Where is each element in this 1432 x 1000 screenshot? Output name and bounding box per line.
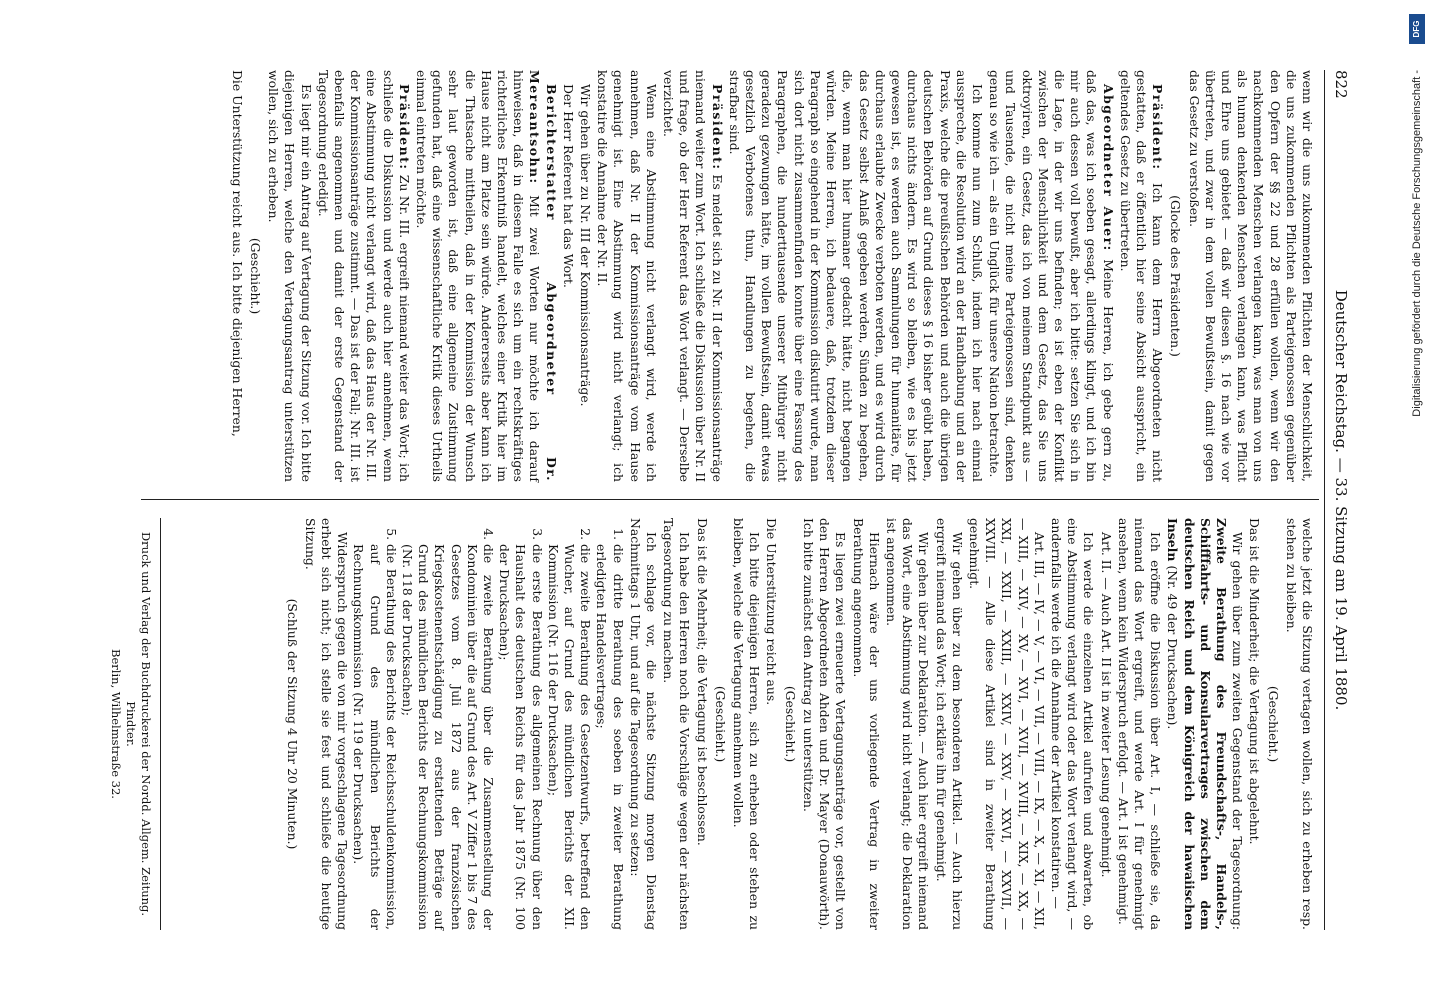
speech-text: Es meldet sich zu Nr. II der Kommissionsanträge niemand weiter zum Wort. Ich schließe die Diskussion über Nr. II und frage, ob der Herr Referent das Wort verlangt. — Derselbe verzichtet. — [661, 70, 725, 482]
speaker-name: Präsident: — [1150, 84, 1166, 171]
stage-direction: (Geschieht.) — [248, 237, 263, 315]
paragraph: Wenn eine Abstimmung nicht verlangt wird, werde ich annehmen, daß Nr. II der Kommissionsanträge vom Hause genehmigt ist. Eine Abstimmung wird nicht verlangt; ich konstatire die Annahme der Nr. II. — [595, 70, 659, 482]
speech-text: Ich kann dem Herrn Abgeordneten nicht gestatten, daß er öffentlich hier seine Absicht ausspricht, ein geltendes Gesetz zu übertreten. — [1117, 70, 1166, 482]
agenda-item-heading — [1164, 518, 1245, 930]
agenda-list-item: 4. die zweite Berathung über die Zusammenstellung der Kondominien über die auf Grund des Art. V Ziffer 1 bis 7 des Gesetzes vom 8. Juli 1872 aus der französischen Kriegskostenentschädigung zu erstattenden Beträge auf Grund des mündlichen Berichts der Rechnungskommission (Nr. 118 der Drucksachen); — [399, 544, 496, 930]
paragraph: Das ist die Mehrheit; die Vertagung ist beschlossen. — [694, 518, 710, 846]
speaker-name: Berichterstatter Abgeordneter Dr. Mereantsohn: — [527, 70, 559, 482]
paragraph: Ich habe den Herren noch die Vorschläge wegen der nächsten Tagesordnung zu machen. — [661, 518, 693, 930]
paragraph: Wir gehen über zu dem besonderen Artikel. — Auch hierzu ergreift niemand das Wort; ich erkläre ihn für genehmigt. — [933, 518, 965, 930]
dfg-logo — [1409, 14, 1425, 44]
printer-imprint — [108, 518, 153, 930]
speech — [1117, 70, 1166, 482]
speech-text: Zu Nr. III. ergreift niemand weiter das Wort; ich schließe die Diskussion und werde auch hier annehmen, wenn eine Abstimmung nicht verlangt wird, daß das Haus der Nr. III. der Kommissionsanträge zustimmt. — Das ist der Fall; Nr. III. ist ebenfalls angenommen und damit der erste Gegenstand der Tagesordnung erledigt. — [315, 70, 412, 482]
paragraph: Es liegen zwei erneuerte Vertagungsanträge vor, gestellt von den Herren Abgeordneten Ahden und Dr. Mayer (Donauwörth). Ich bitte zunächst den Antrag zu unterstützen. — [800, 518, 849, 930]
page-title: Deutscher Reichstag. — 33. Sitzung am 19. April 1880. — [1332, 289, 1350, 711]
stage-direction: (Glocke des Präsidenten.) — [1168, 195, 1184, 357]
document-page — [51, 30, 1381, 970]
speaker-name: Präsident: — [396, 84, 412, 171]
page-number: 822 — [1332, 70, 1350, 99]
paragraph: Das ist die Minderheit; die Vertagung ist abgelehnt. — [1247, 518, 1263, 845]
speaker-name: Abgeordneter Auer: — [1100, 84, 1116, 252]
paragraph: Ich komme nun zum Schluß, indem ich hier nach einmal ausspreche, die Resolution wird an der Handhabung und an der Praxis, welche die preußischen Behörden und auch die übrigen deutschen Behörden auf Grund dieses § 16 bisher geübt haben, durchaus nichts ändern. Es wird so bleiben, wie es bis jetzt gewesen ist, es werden auch Sammlungen für humanitäre, für durchaus erlaubte Zwecke verboten werden, und es wird durch das Gesetz selbst Anlaß gegeben werden, Sünden zu begehen, die, wenn man hier humaner gedacht hätte, nicht begangen würden. Meine Herren, ich bedauere, daß, trotzdem dieser Paragraph so eingehend in der Kommission diskutirt wurde, man sich dort nicht zusammenfinden konnte über eine Fassung des Paragraphen, die hunderttausende unserer Mitbürger nicht geradezu gezwungen hätte, im vollen Bewußtsein, damit etwas gesetzlich Verbotenes thun, Handlungen zu begehen, die strafbar sind. — [726, 70, 985, 482]
stage-direction: (Geschieht.) — [712, 685, 728, 763]
watermark-text: Digitalisierung gefördert durch die Deutsche Forschungsgemeinschaft - — [1411, 70, 1423, 417]
paragraph: Art. II. — Auch Art. II ist in zweiter Lesung genehmigt. — [1098, 532, 1114, 878]
paragraph: wenn wir die uns zukommenden Pflichten der Menschlichkeit, die uns zukommenden Pflichten als Parteigenossen gegenüber den Opfern der §§ 22 und 28 erfüllen wollen, wenn wir den nachkommenden Menschen verlangen kann, was man von uns als human denkenden Menschen verlangen kann, was Pflicht und Ehre uns gebietet — daß wir diesen §. 16 nach wie vor übertreten, und zwar in dem vollen Bewußtsein, damit gegen das Gesetz zu verstoßen. — [1186, 70, 1315, 482]
agenda-list-item: 5. die Berathung des Berichts der Reichsschuldenkommission, auf Grund des mündlichen Berichts der Rechnungskommission (Nr. 119 der Drucksachen). — [350, 544, 399, 930]
page-header — [1324, 70, 1351, 930]
right-column — [281, 518, 1315, 930]
paragraph: Wir gehen über zur Deklaration. — Auch hier ergreift niemand das Wort, eine Abstimmung wird nicht verlangt; die Deklaration ist angenommen. — [883, 518, 932, 930]
dfg-logo-text: DFG — [1412, 20, 1421, 38]
speech — [315, 70, 412, 482]
stage-direction: (Geschieht.) — [782, 685, 798, 763]
left-column — [228, 70, 1315, 482]
closing-note: (Schluß der Sitzung 4 Uhr 20 Minuten.) — [284, 598, 300, 850]
paragraph: Die Unterstützung reicht aus. Ich bitte diejenigen Herren, — [229, 70, 245, 437]
speech-text: Meine Herren, ich gebe gern zu, daß das, was ich soeben gesagt, allerdings klingt, und ich bin mir auch dessen voll bewußt, aber ich bitte: setzen Sie sich in die Lage, in der wir uns befinden; es ist eben der Konflikt zwischen der Menschlichkeit und dem Gesetz, das Sie uns oktroyiren, ein Gesetz, das ich von meinem Standpunkt aus — und Tausende, die nicht meine Parteigenossen sind, denken genau so wie ich — als ein Unglück für unsere Nation betrachte. — [987, 70, 1116, 482]
speech — [986, 70, 1116, 482]
paragraph: Hiernach wäre der uns vorliegende Vertrag in zweiter Berathung angenommen. — [850, 518, 882, 930]
speaker-name: Präsident: — [709, 84, 725, 171]
paragraph: Widerspruch gegen die von mir vorgeschlagene Tagesordnung erhebt sich nicht; ich stelle sie fest und schließe die heutige Sitzung. — [302, 518, 351, 930]
treaty-reference: (Nr. 49 der Drucksachen). — [1165, 565, 1181, 730]
agenda-list-item: 2. die zweite Berathung des Gesetzentwurfs, betreffend den Wucher, auf Grund des mündlichen Berichts der XII. Kommission (Nr. 116 der Drucksachen); — [545, 544, 594, 930]
column-divider — [141, 499, 1319, 500]
paragraph: Art. III, — IV, — V, — VI, — VII, — VIII, — IX, — X, — XI, — XII, — XIII, — XIV, — XV, — XVI, — XVII, — XVIII, — XIX, — XX, — XXI, — XXII, — XXIII, — XXIV, — XXV, — XXVI, — XXVII, — XXVIII. — Alle diese Artikel sind in zweiter Berathung genehmigt. — [966, 518, 1047, 930]
paragraph: Ich schlage vor, die nächste Sitzung morgen Dienstag Nachmittags 1 Uhr, und auf die Tagesordnung zu setzen: — [627, 518, 660, 930]
paragraph: Der Herr Referent hat das Wort. — [560, 84, 576, 288]
agenda-intro: Wir gehen über zum zweiten Gegenstand der Tagesordnung: — [1230, 532, 1246, 930]
paragraph: Es liegt mir ein Antrag auf Vertagung der Sitzung vor. Ich bitte diejenigen Herren, welche den Vertagungsantrag unterstützen wollen, sich zu erheben. — [266, 70, 314, 482]
paragraph: Ich eröffne die Diskussion über Art. I, — schließe sie, da niemand das Wort ergreift, und werde Art. I für genehmigt ansehen, wenn kein Widerspruch erfolgt. — Art. I ist genehmigt. — [1115, 518, 1164, 930]
agenda-list-item: 3. die erste Berathung des allgemeinen Rechnung über den Haushalt des deutschen Reichs für das Jahr 1875 (Nr. 100 der Drucksachen); — [496, 544, 545, 930]
paragraph: Ich werde die einzelnen Artikel aufrufen und abwarten, ob eine Abstimmung verlangt wird oder das Wort verlangt wird, — andernfalls werde ich die Annahme der Artikel konstatiren. — — [1048, 518, 1097, 930]
speech — [413, 70, 559, 482]
paragraph: Ich bitte diejenigen Herren, sich zu erheben oder stehen zu bleiben, welche die Vertagung annehmen wollen. — [731, 518, 763, 930]
treaty-title: Zweite Berathung des Freundschafts-, Handels-, Schifffahrts- und Konsularvertrages zwischen dem deutschen Reich und dem Königreich der hawaiischen Inseln — [1165, 518, 1229, 930]
speech-text: Mit zwei Worten nur möchte ich darauf hinweisen, daß in diesem Falle es sich um ein rechtskräftiges richterliches Erkenntniß handelt, welches einer Kritik hier im Hause nicht am Platze sein würde. Andererseits aber kann ich die Thatsache mittheilen, daß in der Kommission der Wunsch sehr laut geworden ist, daß eine allgemeine Zustimmung gefunden hat, daß eine wissenschaftliche Kritik dieses Urtheils einmal eintreten möchte. — [414, 70, 543, 482]
stage-direction: (Geschieht.) — [1265, 685, 1281, 763]
speech — [660, 70, 725, 482]
paragraph: Wir gehen über zu Nr. III der Kommissionsanträge. — [578, 84, 594, 407]
agenda-list-item: 1. die dritte Berathung des soeben in zweiter Berathung erledigten Handelsvertrages; — [593, 544, 625, 930]
imprint-line: Berlin, Wilhelmstraße 32. — [109, 649, 123, 799]
imprint-line: Druck und Verlag der Buchdruckerei der Nordd. Allgem. Zeitung. Pindter. — [124, 531, 153, 917]
paragraph: Die Unterstützung reicht aus. — [764, 518, 780, 706]
dfg-watermark — [1408, 8, 1426, 992]
imprint-rule — [160, 518, 161, 930]
paragraph: welche jetzt die Sitzung vertagen wollen, sich zu erheben resp. stehen zu bleiben. — [1283, 518, 1315, 930]
agenda-list — [350, 518, 625, 930]
